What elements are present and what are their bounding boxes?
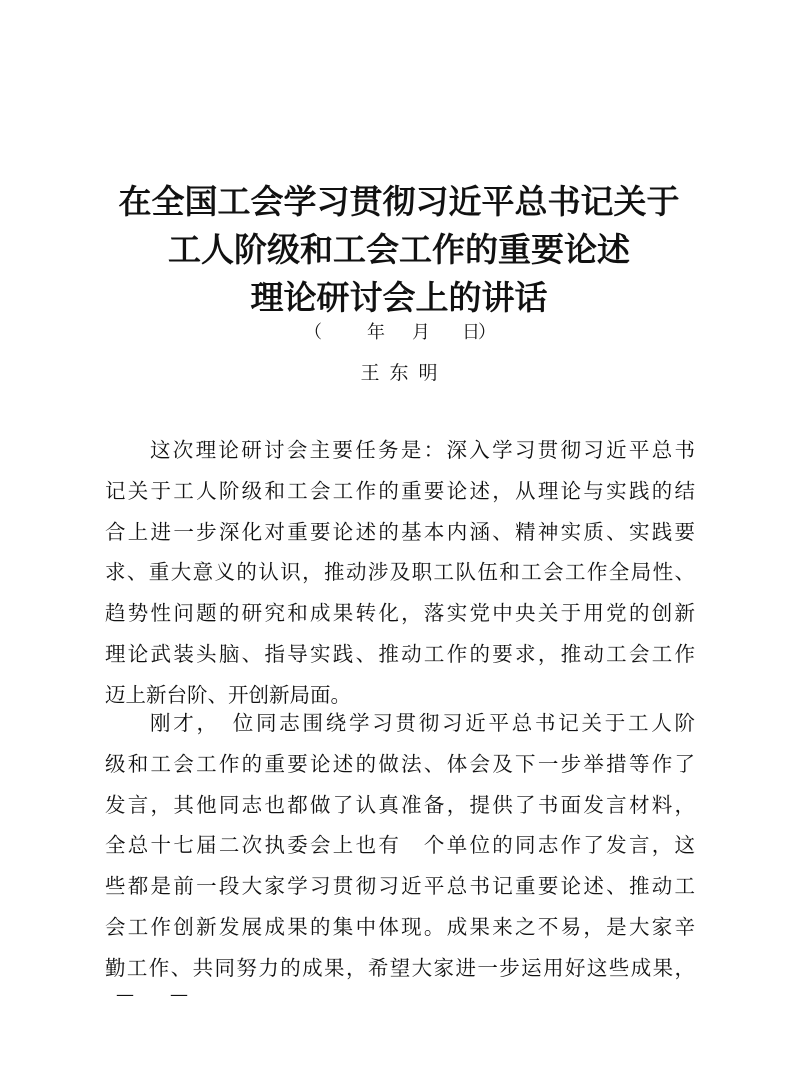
date-year: 年 [367, 322, 385, 343]
paragraph-line: 全总十七届二次执委会上也有 个单位的同志作了发言，这 [105, 833, 695, 858]
paragraph-line: 求、重大意义的认识，推动涉及职工队伍和工会工作全局性、 [105, 560, 695, 585]
paragraph-2 [105, 703, 695, 989]
title-line-1: 在全国工会学习贯彻习近平总书记关于 [118, 182, 680, 221]
paragraph-1 [105, 430, 695, 716]
paragraph-line: 理论武装头脑、指导实践、推动工作的要求，推动工会工作 [105, 641, 695, 666]
paragraph-line: 些都是前一段大家学习贯彻习近平总书记重要论述、推动工 [105, 874, 695, 899]
title-line-3: 理论研讨会上的讲话 [250, 278, 548, 317]
speech-date [0, 318, 798, 348]
date-month: 月 [412, 322, 430, 343]
page-number: — — [116, 984, 188, 1005]
paragraph-line: 会工作创新发展成果的集中体现。成果来之不易，是大家辛 [105, 914, 695, 939]
paragraph-line: 发言，其他同志也都做了认真准备，提供了书面发言材料， [105, 792, 695, 817]
paragraph-line: 刚才， 位同志围绕学习贯彻习近平总书记关于工人阶 [150, 711, 695, 735]
paragraph-line: 趋势性问题的研究和成果转化，落实党中央关于用党的创新 [105, 601, 695, 626]
paragraph-line: 这次理论研讨会主要任务是：深入学习贯彻习近平总书 [150, 438, 695, 462]
title-line-2: 工人阶级和工会工作的重要论述 [168, 230, 630, 269]
paragraph-line: 勤工作、共同努力的成果，希望大家进一步运用好这些成果， [105, 955, 695, 980]
date-day: 日 [462, 322, 480, 343]
paragraph-line: 合上进一步深化对重要论述的基本内涵、精神实质、实践要 [105, 519, 695, 544]
paragraph-line: 迈上新台阶、开创新局面。 [105, 682, 351, 707]
paragraph-line: 记关于工人阶级和工会工作的重要论述，从理论与实践的结 [105, 478, 695, 503]
author-name: 王东明 [360, 362, 448, 384]
date-open-paren: （ [304, 322, 322, 343]
paragraph-line: 级和工会工作的重要论述的做法、体会及下一步举措等作了 [105, 751, 695, 776]
date-close-paren: ） [478, 322, 496, 343]
